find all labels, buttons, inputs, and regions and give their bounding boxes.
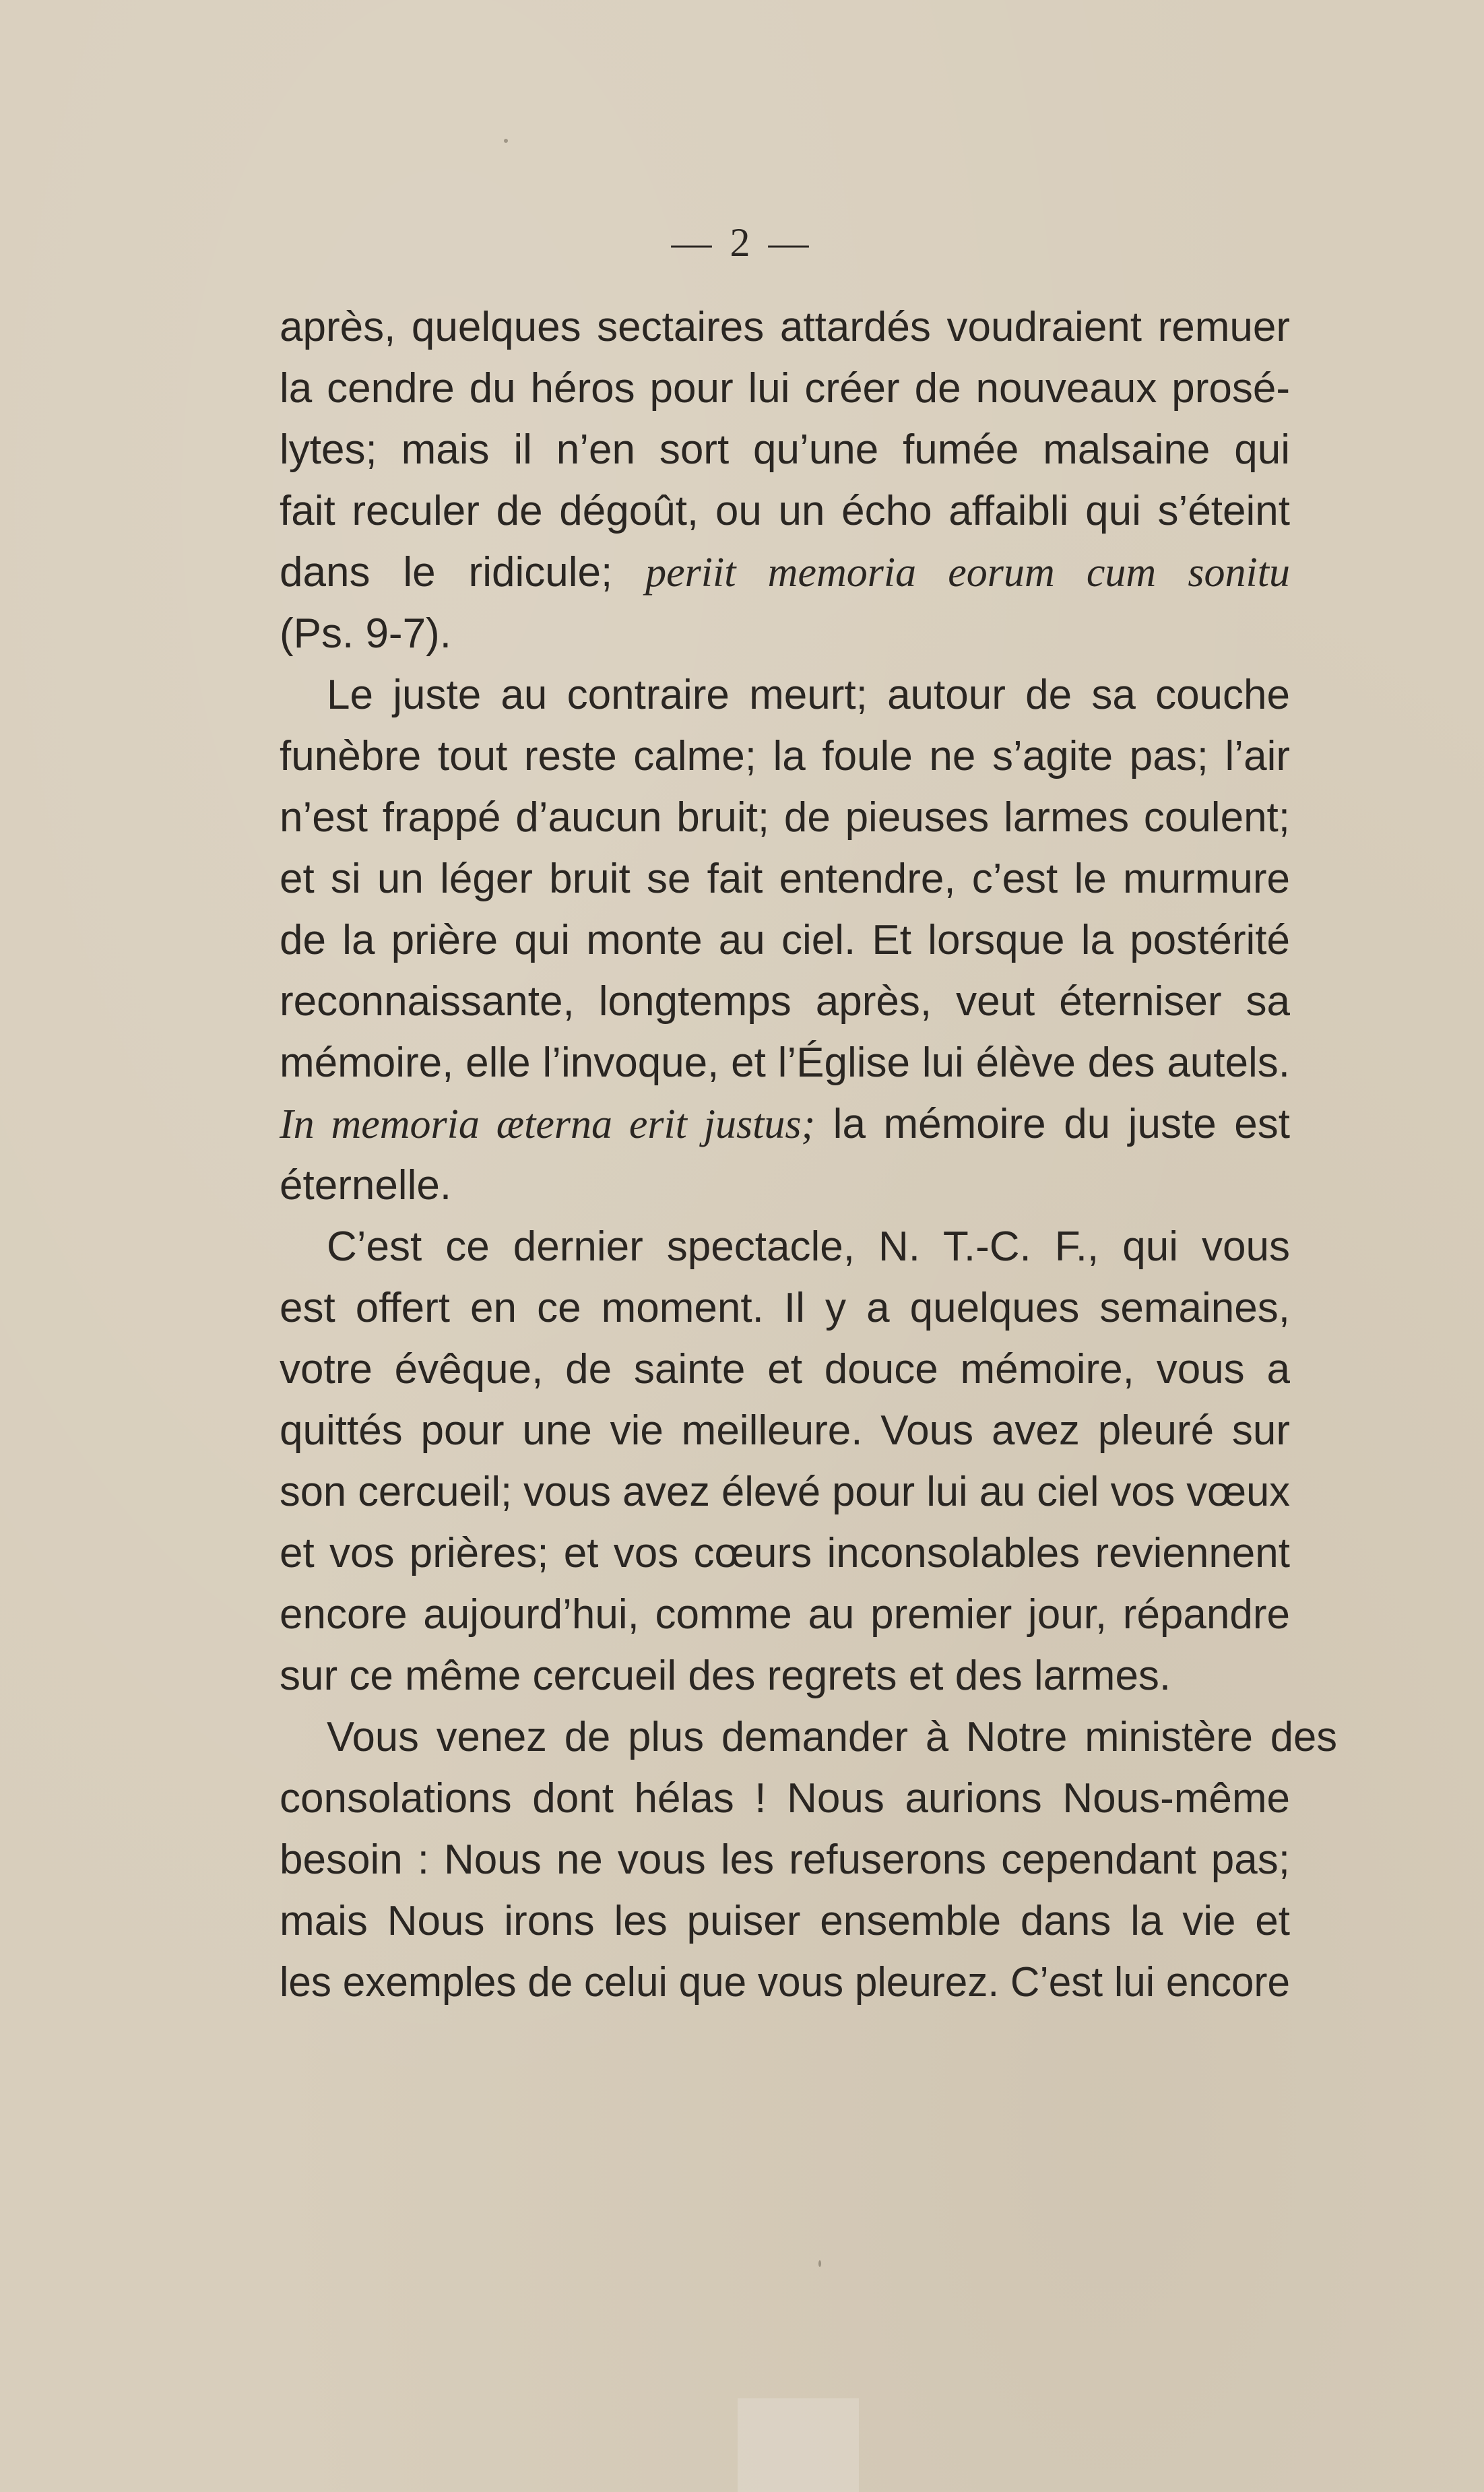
paper-speck <box>818 2260 821 2267</box>
text-line-10: et si un léger bruit se fait entendre, c’est le murmure <box>280 856 1290 902</box>
text-line-17: est offert en ce moment. Il y a quelques semaines, <box>280 1285 1290 1331</box>
text-line-14 <box>280 1093 1290 1155</box>
text-line-6: (Ps. 9-7). <box>280 610 451 657</box>
paper-speck <box>504 139 508 143</box>
text-line-11: de la prière qui monte au ciel. Et lorsque la postérité <box>280 917 1290 963</box>
text-line-23: sur ce même cercueil des regrets et des larmes. <box>280 1653 1171 1699</box>
text-line-5-roman: dans le ridicule; <box>280 549 646 596</box>
text-line-3: lytes; mais il n’en sort qu’une fumée malsaine qui <box>280 426 1290 473</box>
text-line-1: après, quelques sectaires attardés voudraient remuer <box>280 304 1290 350</box>
text-line-13: mémoire, elle l’invoque, et l’Église lui élève des autels. <box>280 1040 1290 1086</box>
text-line-9: n’est frappé d’aucun bruit; de pieuses larmes coulent; <box>280 794 1290 841</box>
text-line-12: reconnaissante, longtemps après, veut éterniser sa <box>280 978 1290 1025</box>
text-line-4: fait reculer de dégoût, ou un écho affaibli qui s’éteint <box>280 488 1290 534</box>
text-line-5-italic-quote: periit memoria eorum cum sonitu <box>645 550 1290 596</box>
text-line-24: Vous venez de plus demander à Notre ministère des <box>326 1714 1337 1760</box>
text-line-26: besoin : Nous ne vous les refuserons cependant pas; <box>280 1836 1290 1883</box>
text-line-7: Le juste au contraire meurt; autour de sa couche <box>327 672 1290 718</box>
text-line-27: mais Nous irons les puiser ensemble dans la vie et <box>280 1898 1290 1944</box>
text-line-15: éternelle. <box>280 1162 452 1209</box>
text-line-25: consolations dont hélas ! Nous aurions Nous-même <box>280 1775 1290 1822</box>
text-line-8: funèbre tout reste calme; la foule ne s’agite pas; l’air <box>280 733 1290 779</box>
page-number: — 2 — <box>671 220 813 265</box>
text-line-2: la cendre du héros pour lui créer de nouveaux prosé- <box>280 365 1290 412</box>
text-line-22: encore aujourd’hui, comme au premier jour, répandre <box>280 1591 1290 1638</box>
paper-discoloration <box>738 2398 859 2492</box>
text-line-14-italic-quote: In memoria æterna erit justus; <box>280 1101 816 1147</box>
text-line-19: quittés pour une vie meilleure. Vous avez pleuré sur <box>280 1407 1290 1454</box>
text-line-28: les exemples de celui que vous pleurez. C’est lui encore <box>280 1959 1290 2006</box>
text-line-5 <box>280 542 1290 603</box>
text-line-16: C’est ce dernier spectacle, N. T.-C. F., qui vous <box>327 1223 1290 1270</box>
text-line-21: et vos prières; et vos cœurs inconsolables reviennent <box>280 1530 1290 1576</box>
text-line-20: son cercueil; vous avez élevé pour lui au ciel vos vœux <box>280 1469 1290 1515</box>
text-line-18: votre évêque, de sainte et douce mémoire, vous a <box>280 1346 1290 1393</box>
text-line-14-roman: la mémoire du juste est <box>815 1101 1290 1147</box>
body-text <box>280 296 1337 2013</box>
